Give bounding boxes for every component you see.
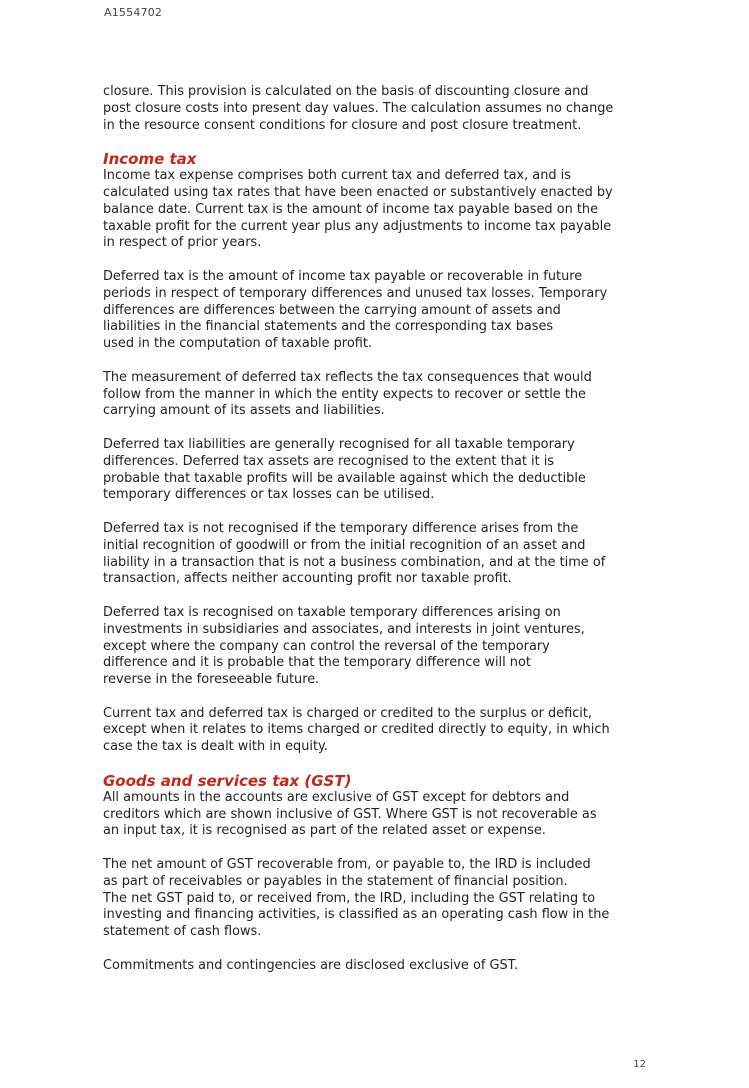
paragraph-gst-commitments: Commitments and contingencies are disclosed exclusive of GST.: [103, 957, 519, 973]
document-id: A1554702: [104, 6, 163, 19]
paragraph-deferred-tax-liabilities: Deferred tax liabilities are generally recognised for all taxable temporary differences. Deferred tax assets are recognised to the extent that it is probable that taxable profits will be available against which the deductible temporary differences or tax losses can be utilised.: [103, 436, 586, 503]
paragraph-closure-provision: closure. This provision is calculated on the basis of discounting closure and post closure costs into present day values. The calculation assumes no change in the resource consent conditions for closure and post closure treatment.: [103, 84, 614, 133]
paragraph-deferred-tax-definition: Deferred tax is the amount of income tax payable or recoverable in future periods in respect of temporary differences and unused tax losses. Temporary differences are differences between the carrying amount of assets and liabilities in the financial statements and the corresponding tax bases used in the computation of taxable profit.: [103, 268, 608, 352]
paragraph-income-tax-expense: Income tax expense comprises both current tax and deferred tax, and is calculated using tax rates that have been enacted or substantively enacted by balance date. Current tax is the amount of income tax payable based on the taxable profit for the current year plus any adjustments to income tax payable in respect of prior years.: [103, 168, 613, 251]
paragraph-deferred-tax-measurement: The measurement of deferred tax reflects the tax consequences that would follow from the manner in which the entity expects to recover or settle the carrying amount of its assets and liabilities.: [103, 369, 592, 419]
heading-income-tax: Income tax: [103, 150, 197, 169]
paragraph-deferred-tax-investments: Deferred tax is recognised on taxable temporary differences arising on investments in subsidiaries and associates, and interests in joint ventures, except where the company can control the reversal of the temporary difference and it is probable that the temporary difference will not reverse in the foreseeable future.: [103, 604, 585, 688]
paragraph-gst-net-amount: The net amount of GST recoverable from, or payable to, the IRD is included as part of receivables or payables in the statement of financial position. The net GST paid to, or received from, the IRD, including the GST relating to investing and financing activities, is classified as an operating cash flow in the statement of cash flows.: [103, 857, 610, 940]
paragraph-gst-exclusive: All amounts in the accounts are exclusive of GST except for debtors and creditors which are shown inclusive of GST. Where GST is not recoverable as an input tax, it is recognised as part of the related asset or expense.: [103, 789, 597, 839]
page-number: 12: [633, 1059, 646, 1070]
heading-gst: Goods and services tax (GST): [103, 771, 352, 790]
paragraph-deferred-tax-not-recognised: Deferred tax is not recognised if the temporary difference arises from the initial recognition of goodwill or from the initial recognition of an asset and liability in a transaction that is not a business combination, and at the time of transaction, affects neither accounting profit nor taxable profit.: [103, 520, 606, 587]
paragraph-tax-charged-credited: Current tax and deferred tax is charged or credited to the surplus or deficit, except when it relates to items charged or credited directly to equity, in which case the tax is dealt with in equity.: [103, 705, 610, 755]
document-body: [103, 84, 663, 991]
